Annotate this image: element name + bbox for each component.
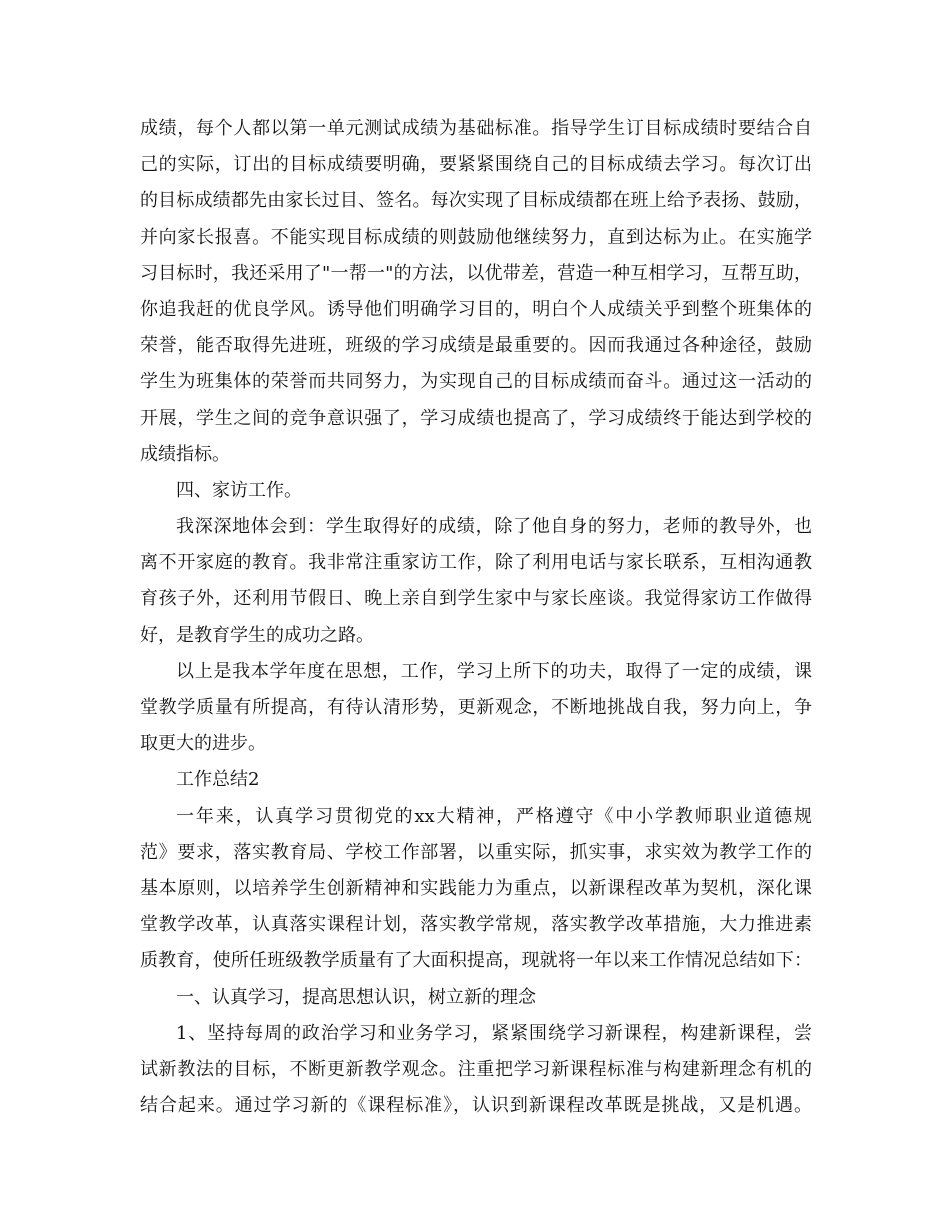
- body-text-line: 习目标时，我还采用了"一帮一"的方法，以优带差，营造一种互相学习，互帮互助，: [140, 262, 812, 284]
- body-text-line: 育孩子外，还利用节假日、晚上亲自到学生家中与家长座谈。我觉得家访工作做得: [140, 588, 812, 610]
- body-text-line: 成绩指标。: [140, 443, 230, 465]
- body-text-line: 堂教学改革，认真落实课程计划，落实教学常规，落实教学改革措施，大力推进素: [140, 914, 812, 936]
- body-text-line: 质教育，使所任班级教学质量有了大面积提高，现就将一年以来工作情况总结如下：: [140, 950, 812, 972]
- body-text-line: 开展，学生之间的竞争意识强了，学习成绩也提高了，学习成绩终于能达到学校的: [140, 407, 812, 429]
- body-text-line: 1、坚持每周的政治学习和业务学习，紧紧围绕学习新课程，构建新课程，尝: [176, 1022, 812, 1044]
- section-heading-summary-2: 工作总结2: [176, 769, 260, 791]
- body-text-line: 己的实际，订出的目标成绩要明确，要紧紧围绕自己的目标成绩去学习。每次订出: [140, 154, 812, 176]
- body-text-line: 离不开家庭的教育。我非常注重家访工作，除了利用电话与家长联系，互相沟通教: [140, 552, 812, 574]
- body-text-line: 取更大的进步。: [140, 733, 266, 755]
- body-text-line: 一年来，认真学习贯彻党的xx大精神，严格遵守《中小学教师职业道德规: [176, 805, 812, 827]
- body-text-line: 好，是教育学生的成功之路。: [140, 624, 374, 646]
- body-text-line: 我深深地体会到：学生取得好的成绩，除了他自身的努力，老师的教导外，也: [176, 516, 812, 538]
- section-heading-study: 一、认真学习，提高思想认识，树立新的理念: [176, 986, 536, 1008]
- body-text-line: 结合起来。通过学习新的《课程标准》，认识到新课程改革既是挑战，又是机遇。: [140, 1095, 812, 1117]
- body-text-line: 并向家长报喜。不能实现目标成绩的则鼓励他继续努力，直到达标为止。在实施学: [140, 226, 812, 248]
- body-text-line: 的目标成绩都先由家长过目、签名。每次实现了目标成绩都在班上给予表扬、鼓励，: [140, 190, 812, 212]
- section-heading-home-visits: 四、家访工作。: [176, 479, 302, 501]
- body-text-line: 以上是我本学年度在思想，工作，学习上所下的功夫，取得了一定的成绩，课: [176, 660, 812, 682]
- body-text-line: 荣誉，能否取得先进班，班级的学习成绩是最重要的。因而我通过各种途径，鼓励: [140, 335, 812, 357]
- body-text-line: 学生为班集体的荣誉而共同努力，为实现自己的目标成绩而奋斗。通过这一活动的: [140, 371, 812, 393]
- body-text-line: 你追我赶的优良学风。诱导他们明确学习目的，明白个人成绩关乎到整个班集体的: [140, 298, 812, 320]
- body-text-line: 基本原则，以培养学生创新精神和实践能力为重点，以新课程改革为契机，深化课: [140, 877, 812, 899]
- body-text-line: 成绩，每个人都以第一单元测试成绩为基础标准。指导学生订目标成绩时要结合自: [140, 118, 812, 139]
- document-body: [140, 111, 812, 1124]
- body-text-line: 堂教学质量有所提高，有待认清形势，更新观念，不断地挑战自我，努力向上，争: [140, 697, 812, 718]
- body-text-line: 试新教法的目标，不断更新教学观念。注重把学习新课程标准与构建新理念有机的: [140, 1058, 812, 1080]
- body-text-line: 范》要求，落实教育局、学校工作部署，以重实际，抓实事，求实效为教学工作的: [140, 841, 812, 863]
